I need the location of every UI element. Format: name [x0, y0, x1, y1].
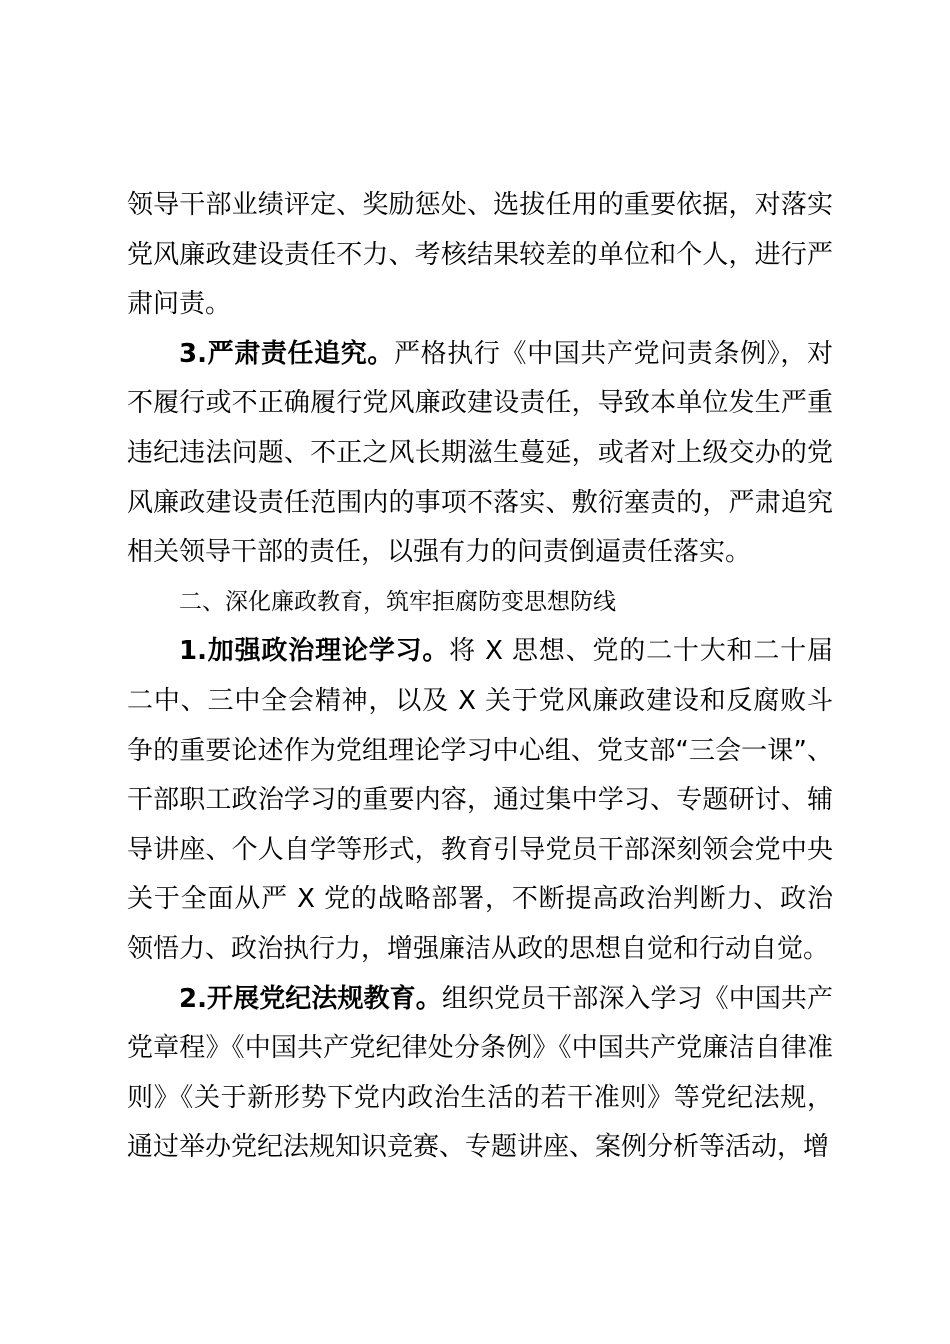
paragraph-theory-study	[127, 627, 833, 974]
paragraph-accountability	[127, 330, 833, 578]
paragraph-lead: 1.加强政治理论学习。	[179, 636, 450, 667]
paragraph-text: 严格执行《中国共产党问责条例》，对不履行或不正确履行党风廉政建设责任，导致本单位发生严重违纪违法问题、不正之风长期滋生蔓延，或者对上级交办的党风廉政建设责任范围内的事项不落实、敷衍塞责的，严肃追究相关领导干部的责任，以强有力的问责倒逼责任落实。	[127, 338, 833, 568]
document-page	[127, 181, 833, 1173]
paragraph-lead: 2.开展党纪法规教育。	[179, 983, 442, 1014]
paragraph-discipline-education	[127, 975, 833, 1173]
paragraph-text: 组织党员干部深入学习《中国共产党章程》《中国共产党纪律处分条例》《中国共产党廉洁自律准则》《关于新形势下党内政治生活的若干准则》等党纪法规，通过举办党纪法规知识竞赛、专题讲座、案例分析等活动，增	[127, 983, 833, 1163]
paragraph-lead: 3.严肃责任追究。	[179, 338, 394, 369]
paragraph-continuation	[127, 181, 833, 330]
section-heading	[127, 578, 833, 628]
paragraph-text: 将 X 思想、党的二十大和二十届二中、三中全会精神，以及 X 关于党风廉政建设和反腐败斗争的重要论述作为党组理论学习中心组、党支部“三会一课”、干部职工政治学习的重要内容，通过集中学习、专题研讨、辅导讲座、个人自学等形式，教育引导党员干部深刻领会党中央关于全面从严 X 党的战略部署，不断提高政治判断力、政治领悟力、政治执行力，增强廉洁从政的思想自觉和行动自觉。	[127, 636, 833, 964]
paragraph-text: 领导干部业绩评定、奖励惩处、选拔任用的重要依据，对落实党风廉政建设责任不力、考核结果较差的单位和个人，进行严肃问责。	[127, 190, 833, 320]
section-heading-text: 二、深化廉政教育，筑牢拒腐防变思想防线	[179, 588, 616, 615]
